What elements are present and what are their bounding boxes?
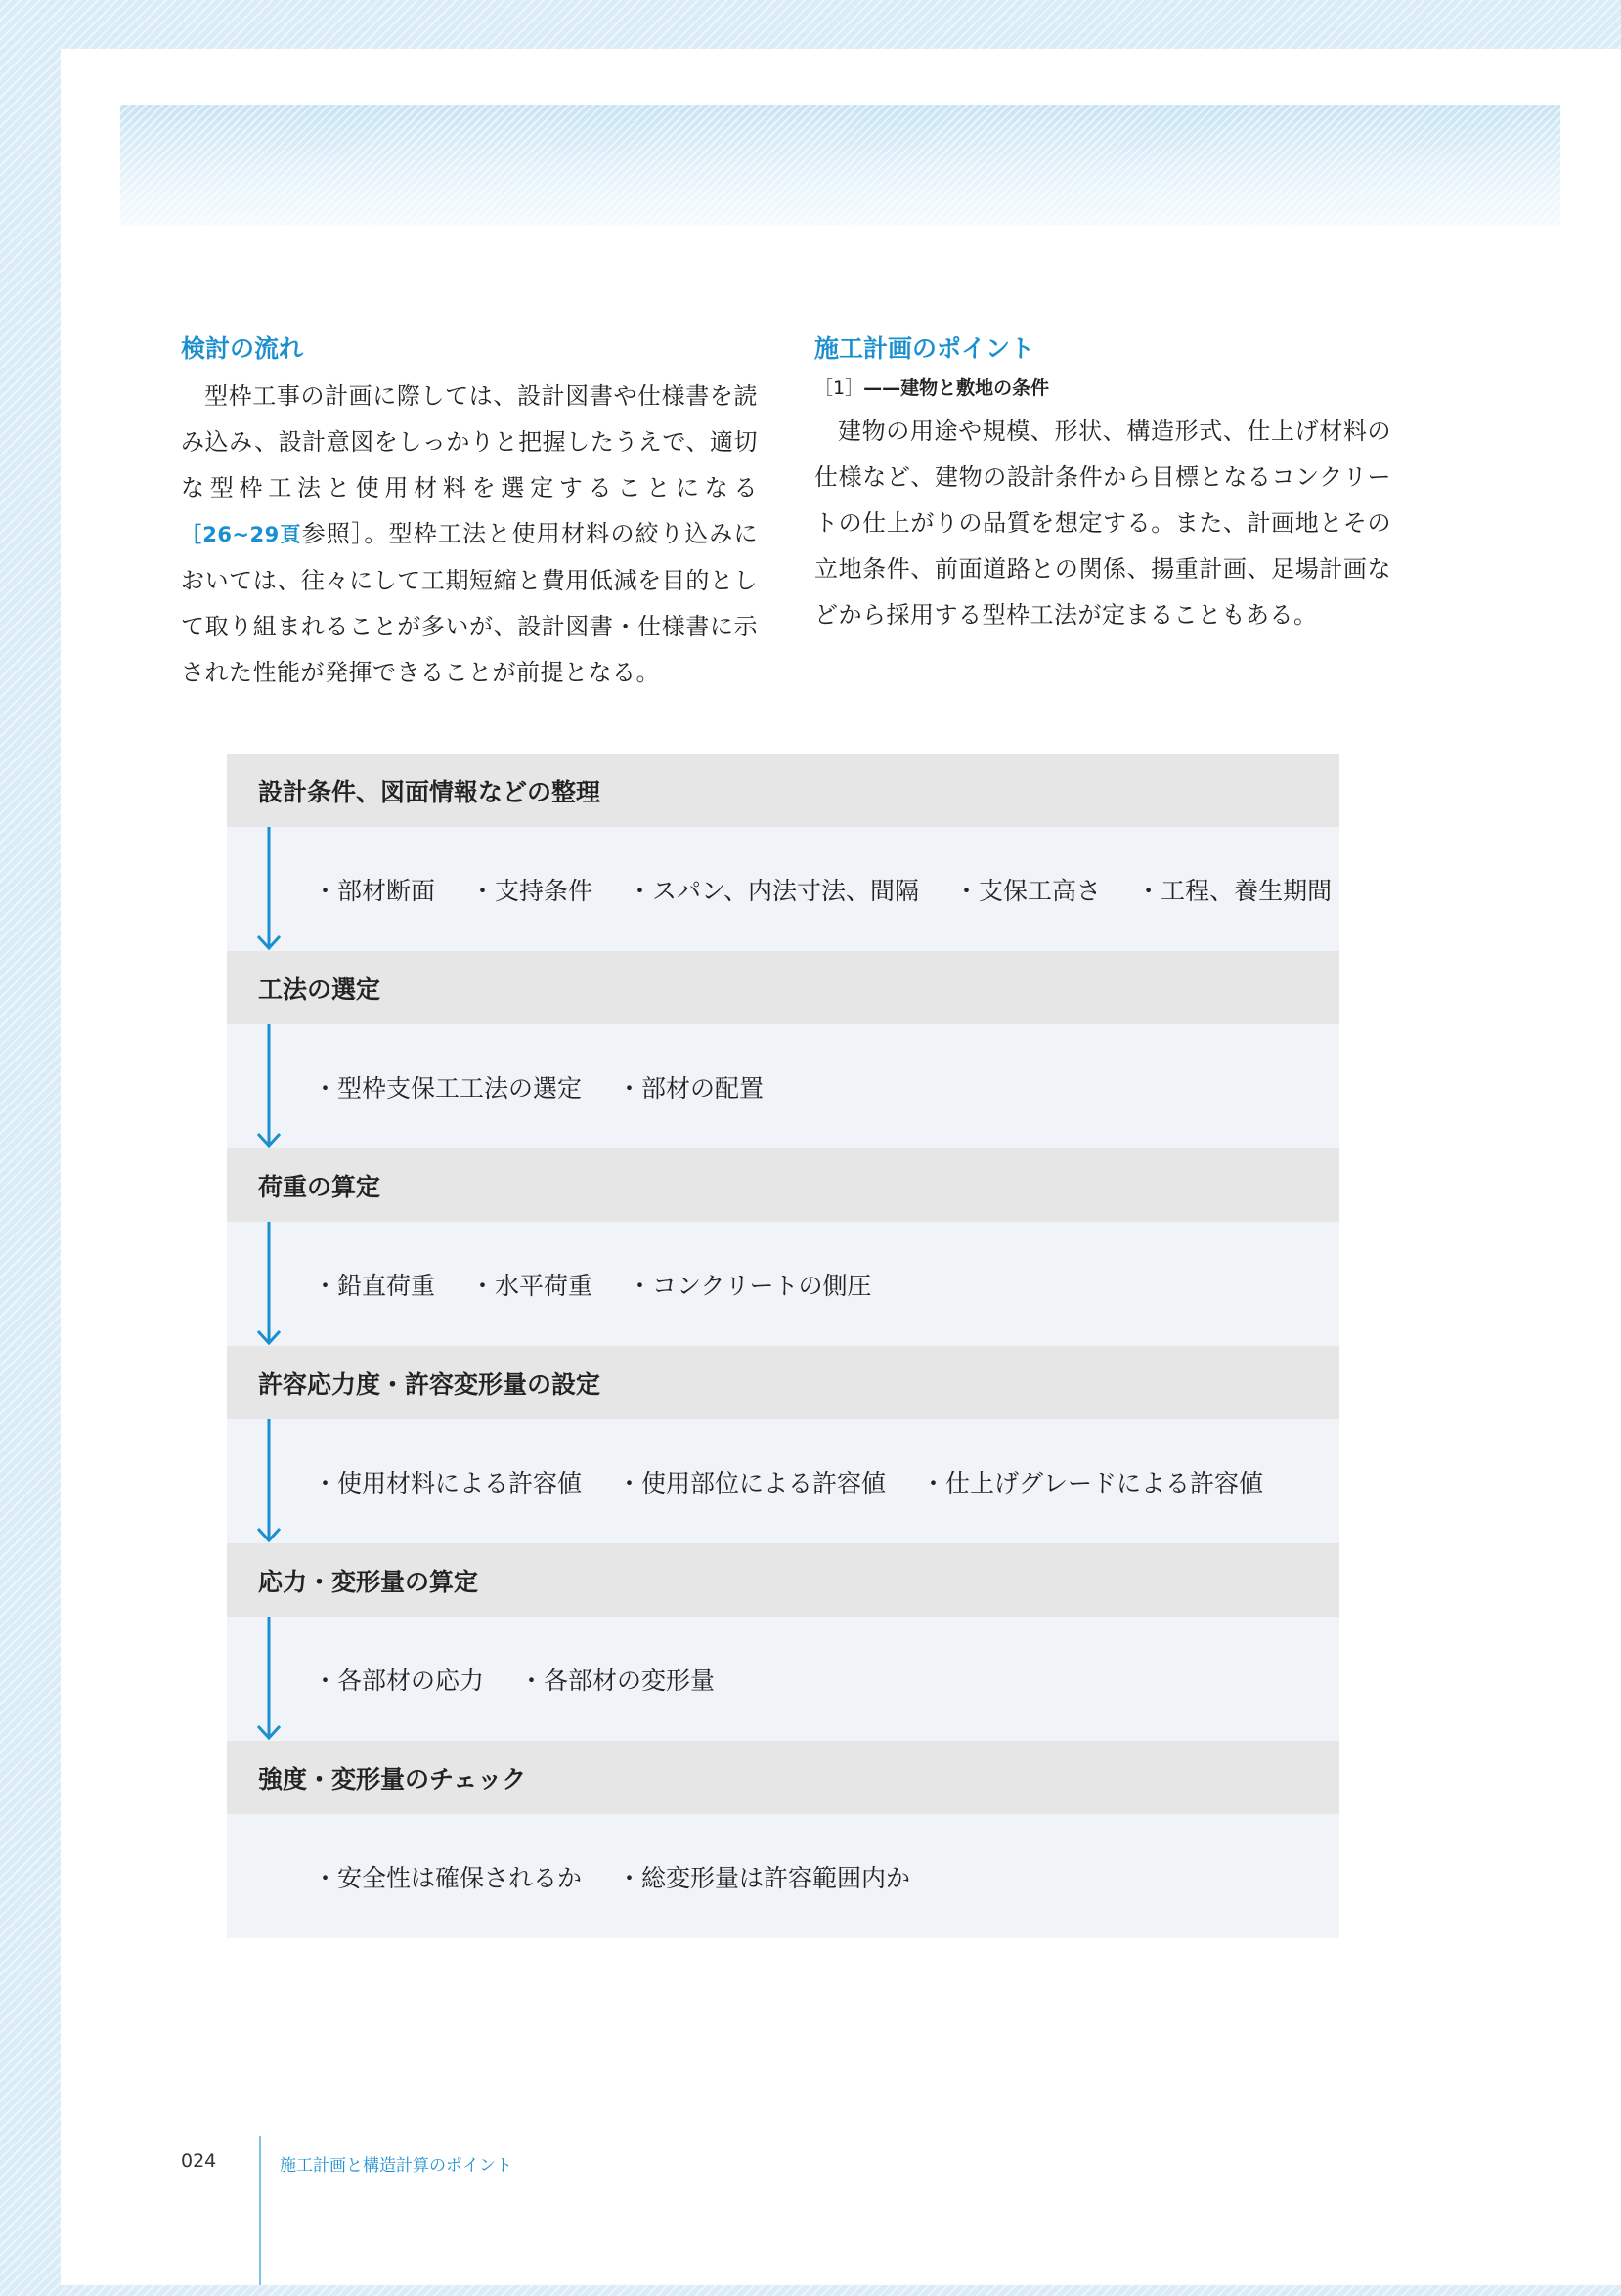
flow-item: ・支持条件 (470, 876, 593, 905)
flow-item: ・各部材の変形量 (519, 1666, 716, 1695)
left-body (181, 373, 758, 696)
subsection-label: ——建物と敷地の条件 (863, 377, 1050, 399)
subsection-title (814, 373, 1391, 403)
flow-item: ・使用部位による許容値 (617, 1468, 887, 1497)
flow-step-title: 設計条件、図面情報などの整理 (227, 754, 1339, 827)
section-title: 検討の流れ (181, 334, 304, 363)
flow-step-title: 応力・変形量の算定 (227, 1543, 1339, 1617)
flow-item: ・使用材料による許容値 (313, 1468, 583, 1497)
footer-section-title: 施工計画と構造計算のポイント (280, 2156, 512, 2176)
right-body: 建物の用途や規模、形状、構造形式、仕上げ材料の仕様など、建物の設計条件から目標となるコンクリートの仕上がりの品質を想定する。また、計画地とその立地条件、前面道路との関係、揚重計画、足場計画などから採用する型枠工法が定まることもある。 (814, 417, 1391, 628)
flow-item: ・水平荷重 (470, 1271, 593, 1300)
flow-step-details (227, 1814, 1339, 1938)
flow-item: ・スパン、内法寸法、間隔 (628, 876, 920, 905)
flow-item: ・仕上げグレードによる許容値 (921, 1468, 1264, 1497)
flow-step-title: 荷重の算定 (227, 1148, 1339, 1222)
down-arrow-icon (256, 1222, 282, 1346)
flow-step-title: 工法の選定 (227, 951, 1339, 1024)
flow-item: ・工程、養生期間 (1136, 876, 1333, 905)
flow-item: ・総変形量は許容範囲内か (617, 1863, 911, 1892)
flow-step-details (227, 1617, 1339, 1741)
subsection-number: ［1］ (814, 377, 864, 399)
page-reference: ［26~29頁 (181, 523, 302, 546)
down-arrow-icon (256, 1419, 282, 1543)
flow-item: ・コンクリートの側圧 (628, 1271, 872, 1300)
left-body-text-b: 参照］。型枠工法と使用材料の絞り込みにおいては、往々にして工期短縮と費用低減を目的として取り組まれることが多いが、設計図書・仕様書に示された性能が発揮できることが前提となる。 (181, 520, 759, 686)
footer-divider (259, 2136, 261, 2285)
down-arrow-icon (256, 827, 282, 951)
flow-step-details (227, 827, 1339, 951)
flow-item: ・部材断面 (313, 876, 436, 905)
flow-item: ・各部材の応力 (313, 1666, 485, 1695)
right-column (814, 323, 1391, 638)
flow-item: ・支保工高さ (954, 876, 1102, 905)
page-number: 024 (181, 2150, 217, 2172)
header-banner (120, 105, 1560, 225)
flowchart (227, 754, 1339, 1938)
flow-item: ・型枠支保工工法の選定 (313, 1073, 583, 1103)
flow-step-details (227, 1419, 1339, 1543)
flow-step-details (227, 1024, 1339, 1148)
flow-step-title: 許容応力度・許容変形量の設定 (227, 1346, 1339, 1419)
flow-item: ・安全性は確保されるか (313, 1863, 583, 1892)
flow-step-title: 強度・変形量のチェック (227, 1741, 1339, 1814)
flow-item: ・鉛直荷重 (313, 1271, 436, 1300)
down-arrow-icon (256, 1024, 282, 1148)
flow-step-details (227, 1222, 1339, 1346)
down-arrow-icon (256, 1617, 282, 1741)
section-title: 施工計画のポイント (814, 334, 1035, 363)
flow-item: ・部材の配置 (617, 1073, 765, 1103)
left-column (181, 323, 758, 696)
left-body-text-a: 型枠工事の計画に際しては、設計図書や仕様書を読み込み、設計意図をしっかりと把握したうえで、適切な型枠工法と使用材料を選定することになる (181, 382, 758, 501)
